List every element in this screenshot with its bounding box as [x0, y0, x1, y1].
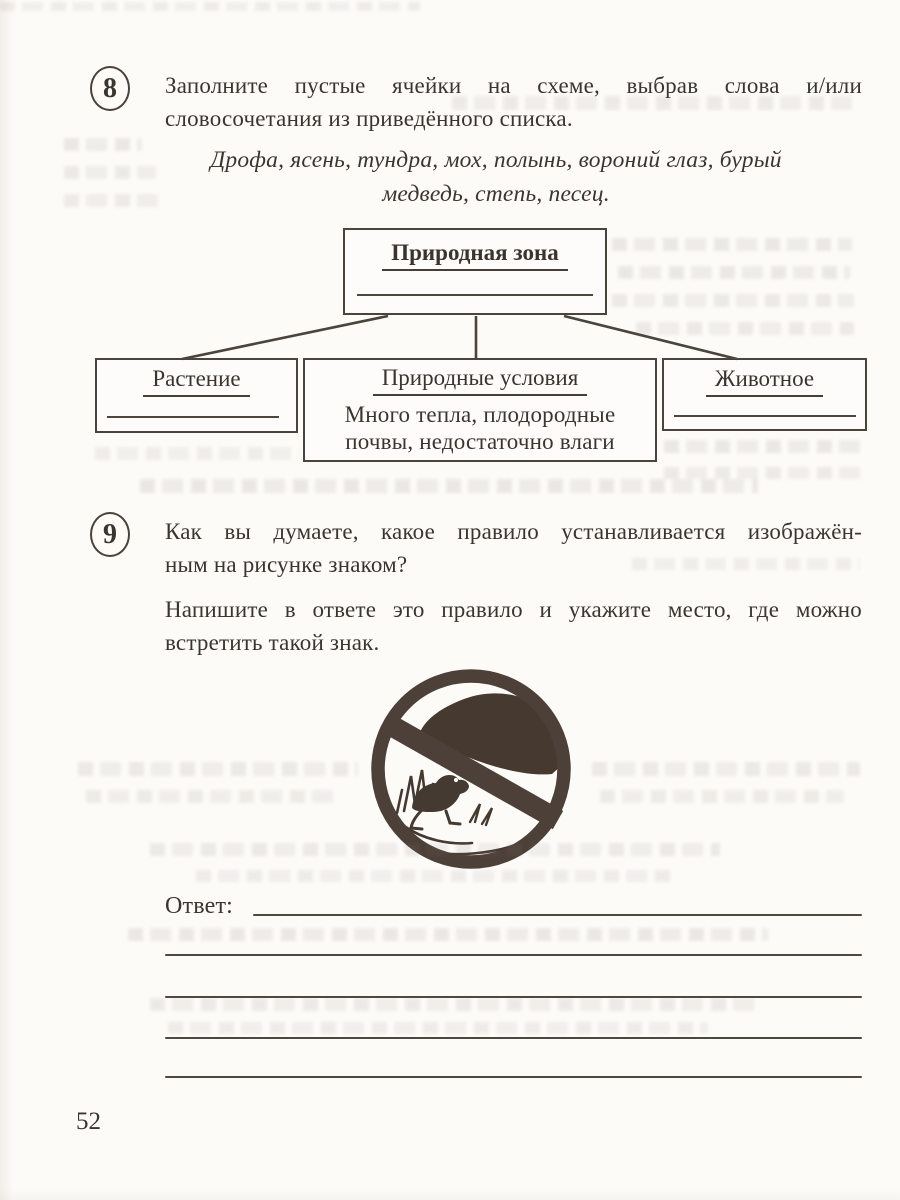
- task8-prompt-line1: Заполните пустые ячейки на схеме, выбрав слова и/или: [165, 73, 862, 98]
- diagram-plant-label: Растение: [143, 366, 249, 397]
- bleed-through-artifact: [140, 479, 758, 493]
- task8-word-list-line2: медведь, степь, песец.: [382, 181, 610, 207]
- diagram-animal-box: [662, 358, 867, 431]
- task8-number-badge: [90, 66, 130, 111]
- bleed-through-artifact: [95, 447, 300, 460]
- diagram-conditions-text-line1: Много тепла, плодородные: [344, 402, 616, 427]
- answer-line-3: [165, 996, 862, 998]
- bleed-through-artifact: [600, 790, 844, 803]
- bleed-through-artifact: [168, 1022, 708, 1034]
- diagram-connectors: [0, 312, 900, 362]
- diagram-animal-label: Животное: [706, 366, 823, 397]
- diagram-plant-box: [95, 358, 298, 433]
- diagram-root-box: [343, 228, 607, 315]
- bleed-through-artifact: [612, 294, 854, 307]
- answer-line-2: [165, 954, 862, 956]
- reeds-icon: [470, 804, 492, 825]
- bleed-through-artifact: [128, 928, 768, 941]
- task9-prompt2-line2: встретить такой знак.: [165, 630, 380, 655]
- diagram-conditions-box: [303, 358, 657, 462]
- task9-number-badge: [90, 512, 130, 557]
- bleed-through-artifact: [592, 762, 860, 776]
- answer-line-1: [253, 914, 862, 916]
- bleed-through-artifact: [86, 790, 341, 803]
- diagram-plant-blank-line: [107, 416, 279, 418]
- diagram-animal-blank-line: [674, 415, 856, 417]
- bleed-through-artifact: [664, 467, 862, 479]
- bleed-through-artifact: [664, 440, 860, 453]
- task9-prompt-line2: ным на рисунке знаком?: [165, 552, 408, 577]
- task8-word-list-line1: Дрофа, ясень, тундра, мох, полынь, вороний глаз, бурый: [210, 147, 782, 173]
- diagram-root-blank-line: [357, 294, 593, 296]
- bleed-through-artifact: [618, 266, 850, 279]
- task9-number: 9: [103, 518, 117, 550]
- task8-prompt-line2: словосочетания из приведённого списка.: [165, 106, 573, 131]
- bleed-through-artifact: [150, 998, 756, 1011]
- task8-number: 8: [103, 72, 117, 104]
- task9-prompt-line1: Как вы думаете, какое правило устанавливается изображён-: [165, 519, 862, 544]
- bleed-through-artifact: [612, 238, 852, 251]
- diagram-root-label: Природная зона: [382, 240, 568, 271]
- bleed-through-artifact: [0, 2, 420, 11]
- diagram-conditions-label: Природные условия: [373, 365, 588, 396]
- bleed-through-artifact: [78, 762, 358, 776]
- answer-label: Ответ:: [165, 893, 234, 919]
- no-trampling-animals-sign: [366, 664, 576, 874]
- answer-line-5: [165, 1076, 862, 1078]
- answer-line-4: [165, 1037, 862, 1039]
- page-number: 52: [76, 1108, 101, 1135]
- diagram-conditions-text-line2: почвы, недостаточно влаги: [345, 429, 615, 454]
- bleed-through-artifact: [632, 558, 860, 570]
- task9-prompt2-line1: Напишите в ответе это правило и укажите место, где можно: [165, 597, 862, 622]
